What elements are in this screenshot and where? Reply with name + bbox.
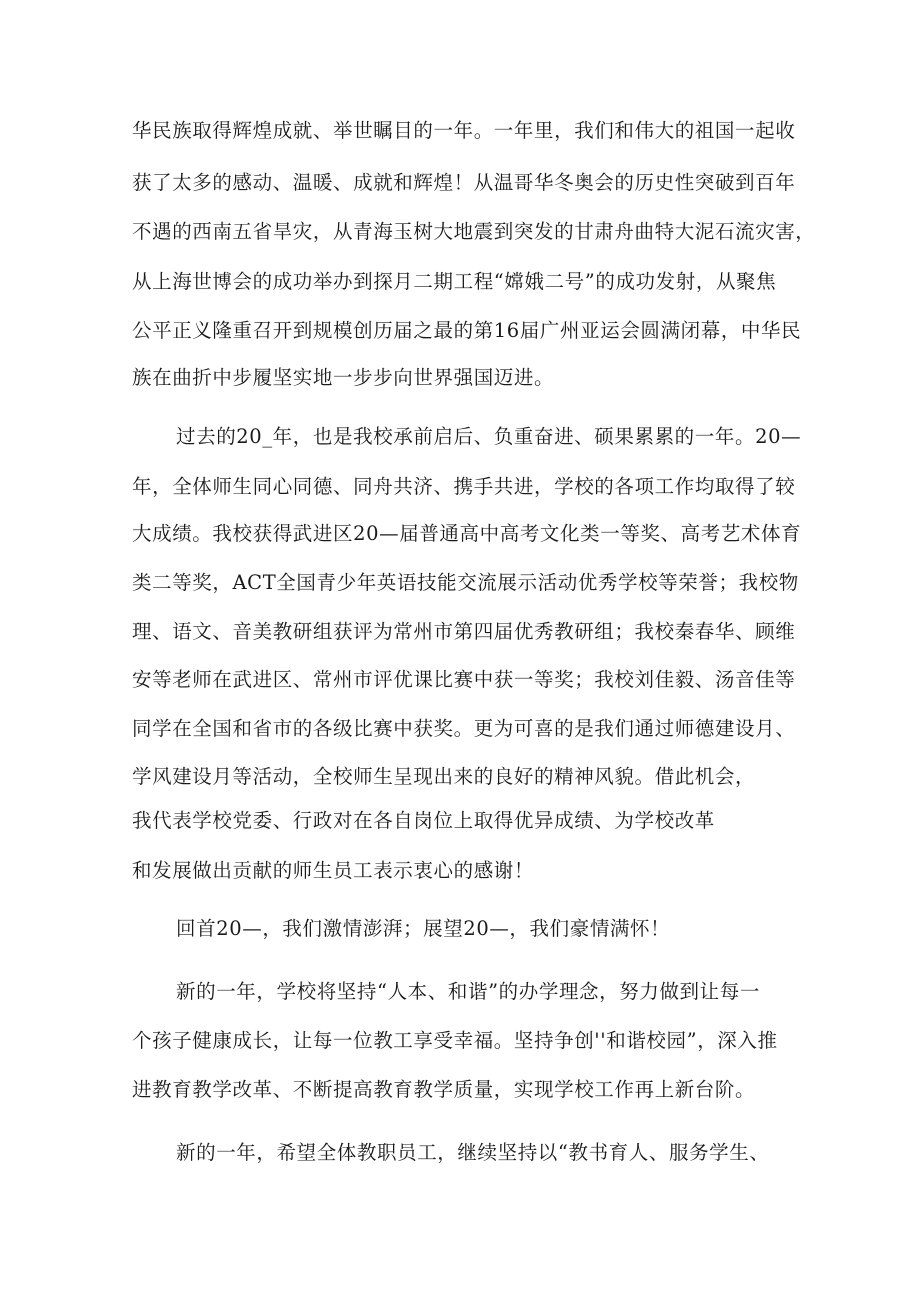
- text-line: 回首20—，我们激情澎湃；展望20—，我们豪情满怀！: [176, 917, 671, 940]
- text-line: 新的一年，希望全体教职员工，继续坚持以“教书育人、服务学生、: [176, 1141, 770, 1164]
- text-line: 年，全体师生同心同德、同舟共济、携手共进，学校的各项工作均取得了较: [132, 475, 796, 498]
- text-line: 新的一年，学校将坚持“人本、和谐”的办学理念，努力做到让每一: [176, 980, 760, 1003]
- text-line: 过去的20_年，也是我校承前启后、负重奋进、硕果累累的一年。20—: [176, 425, 802, 448]
- text-line: 获了太多的感动、温暖、成就和辉煌！从温哥华冬奥会的历史性突破到百年: [132, 171, 796, 194]
- text-line: 从上海世博会的成功举办到探月二期工程“嫦娥二号”的成功发射，从聚焦: [132, 270, 777, 293]
- text-line: 不遇的西南五省旱灾，从青海玉树大地震到突发的甘肃舟曲特大泥石流灾害，: [132, 220, 816, 243]
- text-line: 华民族取得辉煌成就、举世瞩目的一年。一年里，我们和伟大的祖国一起收: [132, 119, 796, 142]
- text-line: 公平正义隆重召开到规模创历届之最的第16届广州亚运会圆满闭幕，中华民: [132, 319, 802, 342]
- text-line: 同学在全国和省市的各级比赛中获奖。更为可喜的是我们通过师德建设月、: [132, 717, 796, 740]
- text-line: 安等老师在武进区、常州市评优课比赛中获一等奖；我校刘佳毅、汤音佳等: [132, 668, 796, 691]
- text-line: 大成绩。我校获得武进区20—届普通高中高考文化类一等奖、高考艺术体育: [132, 522, 802, 545]
- text-line: 和发展做出贡献的师生员工表示衷心的感谢！: [132, 859, 535, 882]
- text-line: 理、语文、音美教研组获评为常州市第四届优秀教研组；我校秦春华、顾维: [132, 620, 796, 643]
- text-line: 我代表学校党委、行政对在各自岗位上取得优异成绩、为学校改革: [132, 809, 715, 832]
- text-line: 个孩子健康成长，让每一位教工享受幸福。坚持争创''和谐校园”，深入推: [132, 1029, 778, 1052]
- text-line: 学风建设月等活动，全校师生呈现出来的良好的精神风貌。借此机会，: [132, 765, 756, 788]
- text-line: 族在曲折中步履坚实地一步步向世界强国迈进。: [132, 366, 555, 389]
- text-line: 进教育教学改革、不断提高教育教学质量，实现学校工作再上新台阶。: [132, 1078, 756, 1101]
- text-line: 类二等奖，ACT全国青少年英语技能交流展示活动优秀学校等荣誉；我校物: [132, 571, 799, 594]
